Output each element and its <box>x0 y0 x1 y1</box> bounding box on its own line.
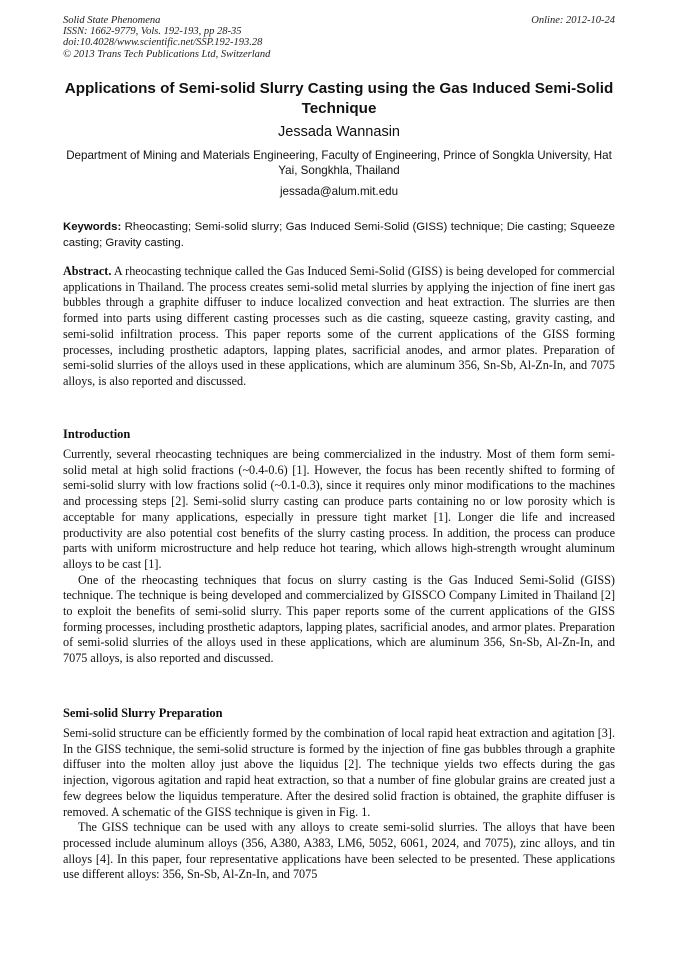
keywords-section <box>63 219 615 251</box>
slurry-preparation-paragraph-1: Semi-solid structure can be efficiently formed by the combination of local rapid heat extraction and agitation [3]. In the GISS technique, the semi-solid structure is formed by the injection of fine gas bubbles through a graphite diffuser into the molten alloy just above the liquidus [2]. The technique yields two effects during the gas injection, vigorous agitation and rapid heat extraction, so that a number of fine globular grains are created just a few degrees below the liquidus temperature. After the desired solid fraction is obtained, the graphite diffuser is removed. A schematic of the GISS technique is given in Fig. 1. <box>63 726 615 819</box>
author-affiliation: Department of Mining and Materials Engineering, Faculty of Engineering, Prince of Songkla University, Hat Yai, Songkhla, Thailand <box>66 149 612 177</box>
slurry-preparation-paragraph-2: The GISS technique can be used with any alloys to create semi-solid slurries. The alloys that have been processed include aluminum alloys (356, A380, A383, LM6, 5052, 6061, 2024, and 7075), zinc alloys, and tin alloys [4]. In this paper, four representative applications have been selected to be presented. These applications use different alloys: 356, Sn-Sb, Al-Zn-In, and 7075 <box>63 820 615 882</box>
slurry-preparation-section <box>63 726 615 883</box>
online-date: Online: 2012-10-24 <box>531 15 615 26</box>
introduction-paragraph-1: Currently, several rheocasting techniques are being commercialized in the industry. Most of them form semi-solid metal at high solid fractions (~0.4-0.6) [1]. However, the focus has been recently shifted to forming of semi-solid slurry with low fractions solid (~0.1-0.3), since it requires only minor modifications to the machines and processing steps [2]. Semi-solid slurry casting can produce parts containing no or low porosity which is acceptable for many applications, especially in pressure tight market [1]. Longer die life and increased productivity are also potential cost benefits of the slurry casting process. In addition, the process can produce parts with uniform microstructure and help reduce hot tearing, which allows high-strength wrought aluminum alloys to be cast [1]. <box>63 447 615 571</box>
abstract-section <box>63 264 615 390</box>
introduction-section <box>63 447 615 667</box>
journal-name: Solid State Phenomena <box>63 15 161 26</box>
author-name: Jessada Wannasin <box>278 124 400 140</box>
slurry-preparation-heading: Semi-solid Slurry Preparation <box>63 706 223 720</box>
author-email: jessada@alum.mit.edu <box>279 185 399 198</box>
keywords-text: Rheocasting; Semi-solid slurry; Gas Induced Semi-Solid (GISS) technique; Die casting; Squeeze casting; Gravity casting. <box>63 221 615 249</box>
paper-title: Applications of Semi-solid Slurry Casting using the Gas Induced Semi-Solid Technique <box>64 80 614 117</box>
introduction-heading: Introduction <box>63 427 131 441</box>
copyright-line: © 2013 Trans Tech Publications Ltd, Switzerland <box>63 48 271 60</box>
doi-line: doi:10.4028/www.scientific.net/SSP.192-193.28 <box>63 37 263 49</box>
keywords-label: Keywords: <box>63 221 122 233</box>
abstract-text: A rheocasting technique called the Gas Induced Semi-Solid (GISS) is being developed for commercial applications in Thailand. The process creates semi-solid metal slurries by applying the injection of fine inert gas bubbles through a graphite diffuser to induce localized convection and heat extraction. The slurries are then formed into parts using different casting processes such as die casting, squeeze casting, gravity casting, and semi-solid infiltration process. This paper reports some of the current applications of the GISS forming processes, including prosthetic adaptors, lapping plates, sacrificial anodes, and armor plates. Preparation of semi-solid slurries of the alloys used in these applications, which are aluminum 356, Sn-Sb, Al-Zn-In, and 7075 alloys, is also reported and discussed. <box>63 264 615 388</box>
issn-line: ISSN: 1662-9779, Vols. 192-193, pp 28-35 <box>63 26 242 38</box>
journal-header <box>63 15 615 60</box>
introduction-paragraph-2: One of the rheocasting techniques that focus on slurry casting is the Gas Induced Semi-Solid (GISS) technique. The technique is being developed and commercialized by GISSCO Company Limited in Thailand [2] to exploit the benefits of semi-solid slurry. This paper reports some of the current applications of the GISS forming processes, including prosthetic adaptors, lapping plates, sacrificial anodes, and armor plates. Preparation of semi-solid slurries of the alloys used in these applications, which are aluminum 356, Sn-Sb, Al-Zn-In, and 7075 alloys, is also reported and discussed. <box>63 572 615 666</box>
abstract-label: Abstract. <box>63 264 112 278</box>
